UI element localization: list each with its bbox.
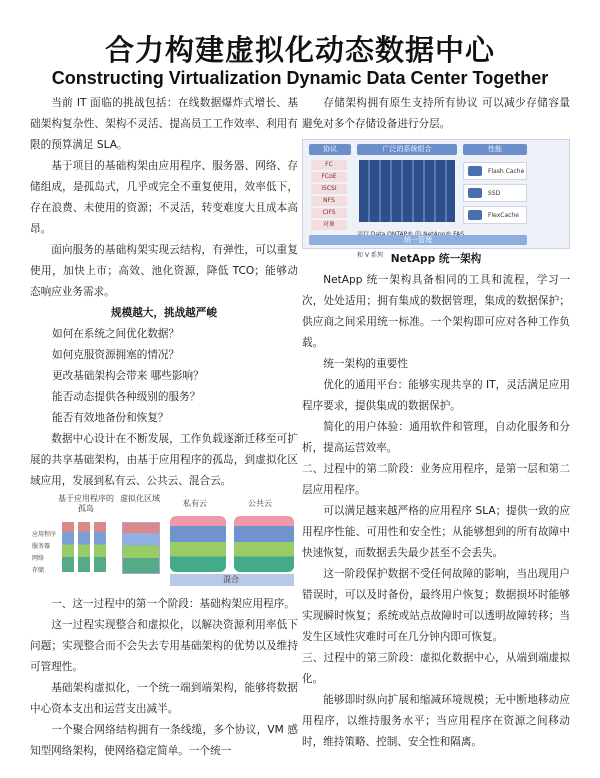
paragraph: 一、这一过程中的第一个阶段：基础构架应用程序。: [51, 598, 295, 610]
paragraph: 二、过程中的第二阶段：业务应用程序，是第一层和第二层应用程序。: [302, 463, 570, 496]
virtual-zone-block: [122, 522, 160, 574]
figure-caption: NetApp 统一架构: [390, 253, 482, 265]
silo-block: [78, 522, 90, 572]
paragraph: 面向服务的基础构架实现云结构，有弹性，可以重复使用，加快上市；高效、池化资源，降低 TCO；能够动态响应业务需求。: [30, 244, 298, 298]
protocol-item: 对象: [311, 220, 347, 230]
performance-header: 性能: [463, 144, 527, 155]
perf-item: [463, 162, 527, 180]
left-column: [30, 93, 298, 762]
paragraph: 优化的通用平台：能够实现共享的 IT，灵活满足应用程序要求，提供集成的数据保护。: [302, 379, 570, 412]
hybrid-label: 混合: [223, 575, 239, 584]
unified-management-bar: 统一管理: [309, 235, 527, 245]
perf-label: SSD: [488, 190, 501, 197]
protocol-item: FCoE: [311, 172, 347, 182]
paragraph: 当前 IT 面临的挑战包括：在线数据爆炸式增长、基础架构复杂性、架构不灵活、提高员工工作效率、利用有限的预算满足 SLA。: [30, 97, 298, 151]
paragraph: 基于项目的基础构架由应用程序、服务器、网络、存储组成，是孤岛式，几乎或完全不重复使用，效率低下，存在浪费、未使用的资源；不灵活，转变难度大且成本高昂。: [30, 160, 298, 235]
page-subtitle: Constructing Virtualization Dynamic Data Center Together: [51, 68, 549, 88]
paragraph: 这一阶段保护数据不受任何故障的影响，当出现用户错误时，可以及时备份，最终用户恢复；数据损坏时能够实现瞬时恢复；系统或站点故障时可以透明故障转移；当发生区域性灾难时可在几分钟内即可恢复。: [302, 568, 570, 643]
figure-label: 私有云: [183, 499, 207, 508]
figure-label: 公共云: [248, 499, 272, 508]
row-label: 存储: [32, 567, 45, 574]
question-item: 能否动态提供各种级别的服务？: [52, 391, 201, 403]
paragraph: 数据中心设计在不断发展，工作负载逐渐迁移至可扩展的共享基础架构，由基于应用程序的孤岛，到虚拟化区域应用，发展到私有云、公共云、混合云。: [30, 433, 298, 487]
row-label: 应用程序: [32, 531, 57, 538]
paragraph: 简化的用户体验：通用软件和管理，自动化服务和分析，提高运营效率。: [302, 421, 570, 454]
protocol-item: NFS: [311, 196, 347, 206]
protocol-item: iSCSI: [311, 184, 347, 194]
paragraph: 一个聚合网络结构拥有一条线缆，多个协议，VM 感知型网络架构，使网络稳定简单。一个统一: [30, 724, 298, 757]
paragraph: 存储架构拥有原生支持所有协议 可以减少存储容量 避免对多个存储设备进行分层。: [302, 97, 570, 130]
systems-header: 广泛的系统组合: [357, 144, 457, 155]
paragraph: 能够即时纵向扩展和缩减环境规模；无中断地移动应用程序，以维持服务水平；当应用程序在资源之间移动时，维持策略、控制、安全性和隔离。: [302, 694, 570, 748]
perf-label: Flash Cache: [488, 168, 525, 175]
perf-item: [463, 206, 527, 224]
public-cloud-block: [234, 516, 294, 572]
figure-label: 虚拟化区域: [120, 494, 160, 503]
row-label: 服务器: [32, 543, 51, 550]
silo-block: [94, 522, 106, 572]
storage-systems-image: [359, 160, 455, 222]
evolution-figure: [30, 494, 298, 592]
silo-block: [62, 522, 74, 572]
protocol-item: CIFS: [311, 208, 347, 218]
paragraph: 基础架构虚拟化，一个统一端到端架构，能够将数据中心资本支出和运营支出减半。: [30, 682, 298, 715]
perf-label: FlexCache: [488, 212, 519, 219]
right-column: [302, 93, 570, 753]
protocol-header: 协议: [309, 144, 351, 155]
page-title: 合力构建虚拟化动态数据中心: [104, 33, 495, 67]
row-label: 网络: [32, 555, 45, 562]
protocol-item: FC: [311, 160, 347, 170]
paragraph: 这一过程实现整合和虚拟化，以解决资源利用率低下问题；实现整合而不会失去专用基础架构的优势以及维持可管理性。: [30, 619, 298, 673]
systems-footnote: 和 V 系列: [357, 252, 383, 259]
paragraph: 可以满足越来越严格的应用程序 SLA；提供一致的应用程序性能、可用性和安全性；从能够想到的所有故障中快速恢复，而数据丢失最少甚至不会丢失。: [302, 505, 570, 559]
section-heading: 规模越大，挑战越严峻: [111, 307, 217, 319]
figure-label: 基于应用程序的孤岛: [58, 494, 114, 513]
paragraph: 统一架构的重要性: [323, 358, 408, 370]
question-item: 如何在系统之间优化数据？: [52, 328, 180, 340]
question-item: 如何克服资源拥塞的情况？: [52, 349, 180, 361]
private-cloud-block: [170, 516, 226, 572]
question-item: 更改基础架构会带来 哪些影响？: [52, 370, 204, 382]
perf-item: [463, 184, 527, 202]
paragraph: NetApp 统一架构具备相同的工具和流程，学习一次，处处适用；拥有集成的数据管理，集成的数据保护；供应商之间采用统一标准。一个架构即可应对各种工作负载。: [302, 274, 570, 349]
question-item: 能否有效地备份和恢复？: [52, 412, 169, 424]
paragraph: 三、过程中的第三阶段：虚拟化数据中心，从端到端虚拟化。: [302, 652, 570, 685]
